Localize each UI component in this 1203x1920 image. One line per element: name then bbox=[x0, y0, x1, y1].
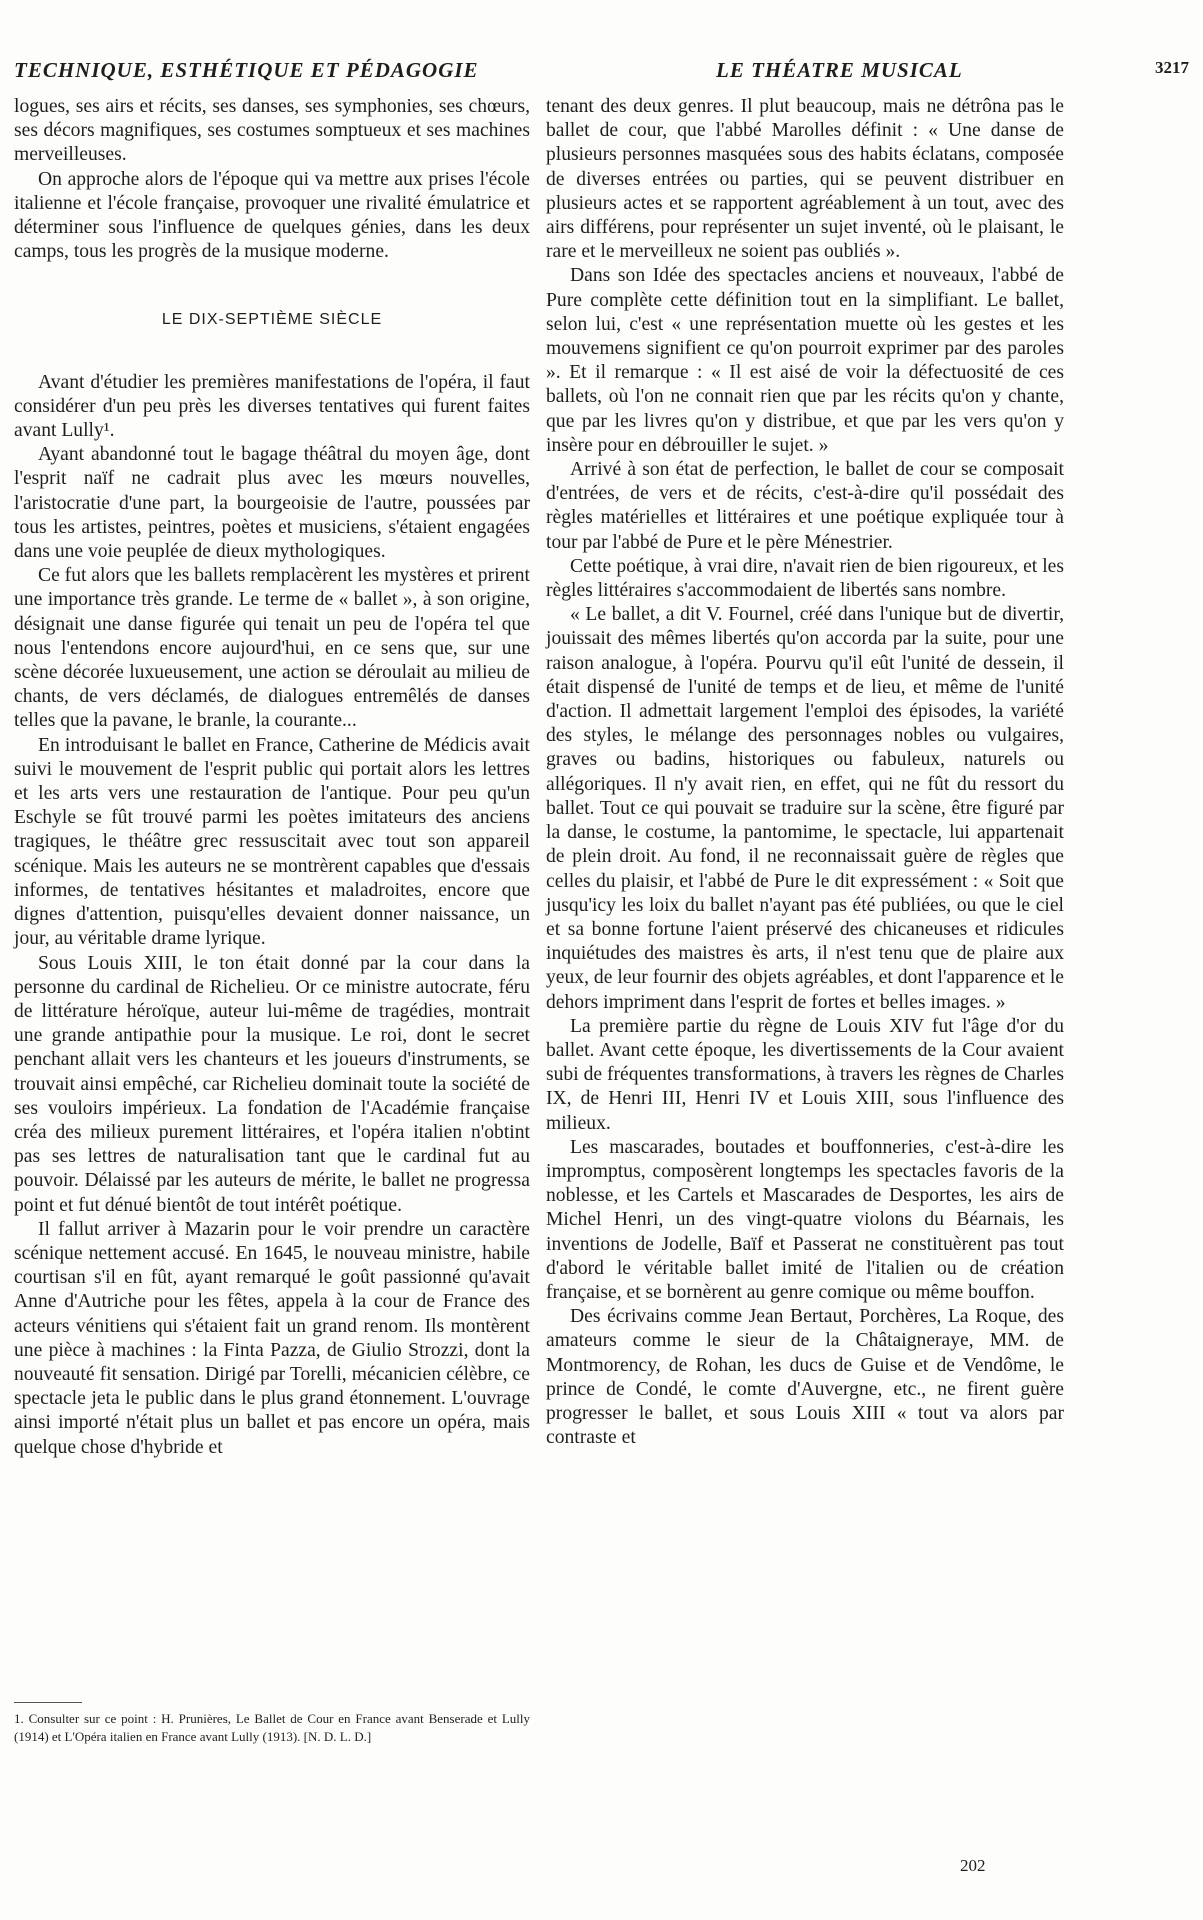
paragraph: Arrivé à son état de perfection, le ballet de cour se composait d'entrées, de vers et de récits, c'est-à-dire qu'il possédait des règles matérielles et littéraires et une poétique expliquée tour à tour par l'abbé de Pure et le père Ménestrier. bbox=[546, 459, 1064, 553]
right-column bbox=[546, 95, 1064, 1450]
paragraph: Avant d'étudier les premières manifestations de l'opéra, il faut considérer d'un peu près les diverses tentatives qui furent faites avant Lully¹. bbox=[14, 371, 530, 442]
paragraph: tenant des deux genres. Il plut beaucoup, mais ne détrôna pas le ballet de cour, que l'abbé Marolles définit : « Une danse de plusieurs personnes masquées sous des habits éclatans, composée de diverses entrées ou parties, qui se peuvent distribuer en plusieurs actes et se rapportent agréablement à un tout, avec des airs différens, pour représenter un sujet inventé, où le plaisant, le rare et le merveilleux ne soient pas oubliés ». bbox=[546, 96, 1064, 263]
paragraph: Ce fut alors que les ballets remplacèrent les mystères et prirent une importance très grande. Le terme de « ballet », à son origine, désignait une danse figurée qui tenait un peu de l'opéra tel que nous l'entendons encore aujourd'hui, en ce sens que, sur une scène décorée luxueusement, une action se déroulait au milieu de chants, de vers déclamés, de dialogues entremêlés de danses telles que la pavane, le branle, la courante... bbox=[14, 565, 530, 732]
paragraph: Il fallut arriver à Mazarin pour le voir prendre un caractère scénique nettement accusé. En 1645, le nouveau ministre, habile courtisan s'il en fût, ayant remarqué le goût passionné qu'avait Anne d'Autriche pour les fêtes, appela à la cour de France des acteurs vénitiens qui s'étaient fait un grand renom. Ils montèrent une pièce à machines : la Finta Pazza, de Giulio Strozzi, dont la nouveauté fit sensation. Dirigé par Torelli, mécanicien célèbre, ce spectacle jeta le public dans le plus grand étonnement. L'ouvrage ainsi importé n'était plus un ballet et pas encore un opéra, mais quelque chose d'hybride et bbox=[14, 1218, 530, 1458]
footnote: 1. Consulter sur ce point : H. Prunières, Le Ballet de Cour en France avant Benserade et Lully (1914) et L'Opéra italien en France avant Lully (1913). [N. D. L. D.] bbox=[14, 1711, 530, 1744]
paragraph: logues, ses airs et récits, ses danses, ses symphonies, ses chœurs, ses décors magnifiques, ses costumes somptueux et ses machines merveilleuses. bbox=[14, 96, 530, 166]
paragraph: Des écrivains comme Jean Bertaut, Porchères, La Roque, des amateurs comme le sieur de la Châtaigneraye, MM. de Montmorency, de Rohan, les ducs de Guise et de Vendôme, le prince de Condé, le comte d'Auvergne, etc., ne firent guère progresser le ballet, et sous Louis XIII « tout va alors par contraste et bbox=[546, 1306, 1064, 1449]
header-left-title: TECHNIQUE, ESTHÉTIQUE ET PÉDAGOGIE bbox=[14, 58, 479, 82]
header-right-title: LE THÉATRE MUSICAL bbox=[716, 58, 963, 82]
paragraph: « Le ballet, a dit V. Fournel, créé dans l'unique but de divertir, jouissait des mêmes libertés qu'on accorda par la suite, pour une raison analogue, à l'opéra. Pourvu qu'il eût l'unité de dessein, il était dispensé de l'unité de temps et de lieu, et même de l'unité d'action. Il admettait largement l'emploi des épisodes, la variété des styles, le mélange des personnages nobles ou vulgaires, graves ou badins, historiques ou fabuleux, naturels ou allégoriques. Il n'y avait rien, en effet, qui ne fût du ressort du ballet. Tout ce qui pouvait se traduire sur la scène, être figuré par la danse, le costume, la pantomime, le spectacle, lui appartenait de plein droit. Au fond, il ne reconnaissait guère de règles que celles du plaisir, et l'abbé de Pure le dit expressément : « Soit que jusqu'icy les loix du ballet n'ayant pas été publiées, ou que le ciel et sa bonne fortune l'aient préservé des chicaneuses et ridicules inquiétudes des maistres ès arts, il n'est tenu que de plaire aux yeux, de leur fournir des objets agréables, et dont l'apparence et le dehors impriment dans l'esprit de fortes et belles images. » bbox=[546, 604, 1064, 1013]
header-page-number: 3217 bbox=[1155, 58, 1189, 77]
running-header bbox=[14, 58, 1189, 88]
paragraph: Ayant abandonné tout le bagage théâtral du moyen âge, dont l'esprit naïf ne cadrait plus avec les mœurs nouvelles, l'aristocratie d'une part, la bourgeoisie de l'autre, poussées par tous les artistes, peintres, poètes et musiciens, s'étaient engagées dans une voie peuplée de dieux mythologiques. bbox=[14, 444, 530, 563]
paragraph: En introduisant le ballet en France, Catherine de Médicis avait suivi le mouvement de l'esprit public qui portait alors les lettres et les arts vers une restauration de l'antique. Pour peu qu'un Eschyle se fût trouvé parmi les poètes imitateurs des anciens tragiques, le théâtre grec ressuscitait avec tout son appareil scénique. Mais les auteurs ne se montrèrent capables que d'essais informes, de tentatives hésitantes et maladroites, encore que dignes d'attention, puisqu'elles devaient donner naissance, un jour, au véritable drame lyrique. bbox=[14, 734, 530, 950]
paragraph: Sous Louis XIII, le ton était donné par la cour dans la personne du cardinal de Richelieu. Or ce ministre autocrate, féru de littérature héroïque, auteur lui-même de tragédies, montrait une grande antipathie pour la musique. Le roi, dont le secret penchant allait vers les chanteurs et les joueurs d'instruments, se trouvait ainsi empêché, car Richelieu dominait toute la société de ses vouloirs impérieux. La fondation de l'Académie française créa des milieux purement littéraires, et l'opéra italien n'obtint pas ses lettres de naturalisation tant que le cardinal fut au pouvoir. Délaissé par les auteurs de mérite, le ballet ne progressa point et fut dénué bientôt de tout intérêt poétique. bbox=[14, 952, 530, 1216]
paragraph: On approche alors de l'époque qui va mettre aux prises l'école italienne et l'école française, provoquer une rivalité émulatrice et déterminer sous l'influence de quelques génies, dans les deux camps, tous les progrès de la musique moderne. bbox=[14, 168, 530, 263]
left-column bbox=[14, 95, 530, 1460]
paragraph: Dans son Idée des spectacles anciens et nouveaux, l'abbé de Pure complète cette définition tout en la simplifiant. Le ballet, selon lui, c'est « une représentation muette où les gestes et les mouvemens signifient ce qu'on pourroit exprimer par des paroles ». Et il remarque : « Il est aisé de voir la défectuosité de ces ballets, où l'on ne connait rien que par les récits qu'on y chante, que par les livres qu'on y distribue, et que par les vers qu'on y insère pour en débrouiller le sujet. » bbox=[546, 265, 1064, 456]
paragraph: La première partie du règne de Louis XIV fut l'âge d'or du ballet. Avant cette époque, les divertissements de la Cour avaient subi de fréquentes transformations, à travers les règnes de Charles IX, de Henri III, Henri IV et Louis XIII, sous l'influence des milieux. bbox=[546, 1015, 1064, 1134]
paragraph: Les mascarades, boutades et bouffonneries, c'est-à-dire les impromptus, composèrent longtemps les spectacles favoris de la noblesse, et les Cartels et Mascarades de Desportes, les airs de Michel Henri, un des vingt-quatre violons du Béarnais, les inventions de Jodelle, Baïf et Passerat ne constituèrent pas tout d'abord le véritable ballet imité de l'italien ou de création française, et se bornèrent au genre comique ou même bouffon. bbox=[546, 1136, 1064, 1303]
paragraph: Cette poétique, à vrai dire, n'avait rien de bien rigoureux, et les règles littéraires s'accommodaient de libertés sans nombre. bbox=[546, 555, 1064, 602]
section-heading: LE DIX-SEPTIÈME SIÈCLE bbox=[161, 311, 383, 329]
footnote-rule bbox=[14, 1702, 82, 1703]
page-footer-number: 202 bbox=[960, 1856, 986, 1875]
